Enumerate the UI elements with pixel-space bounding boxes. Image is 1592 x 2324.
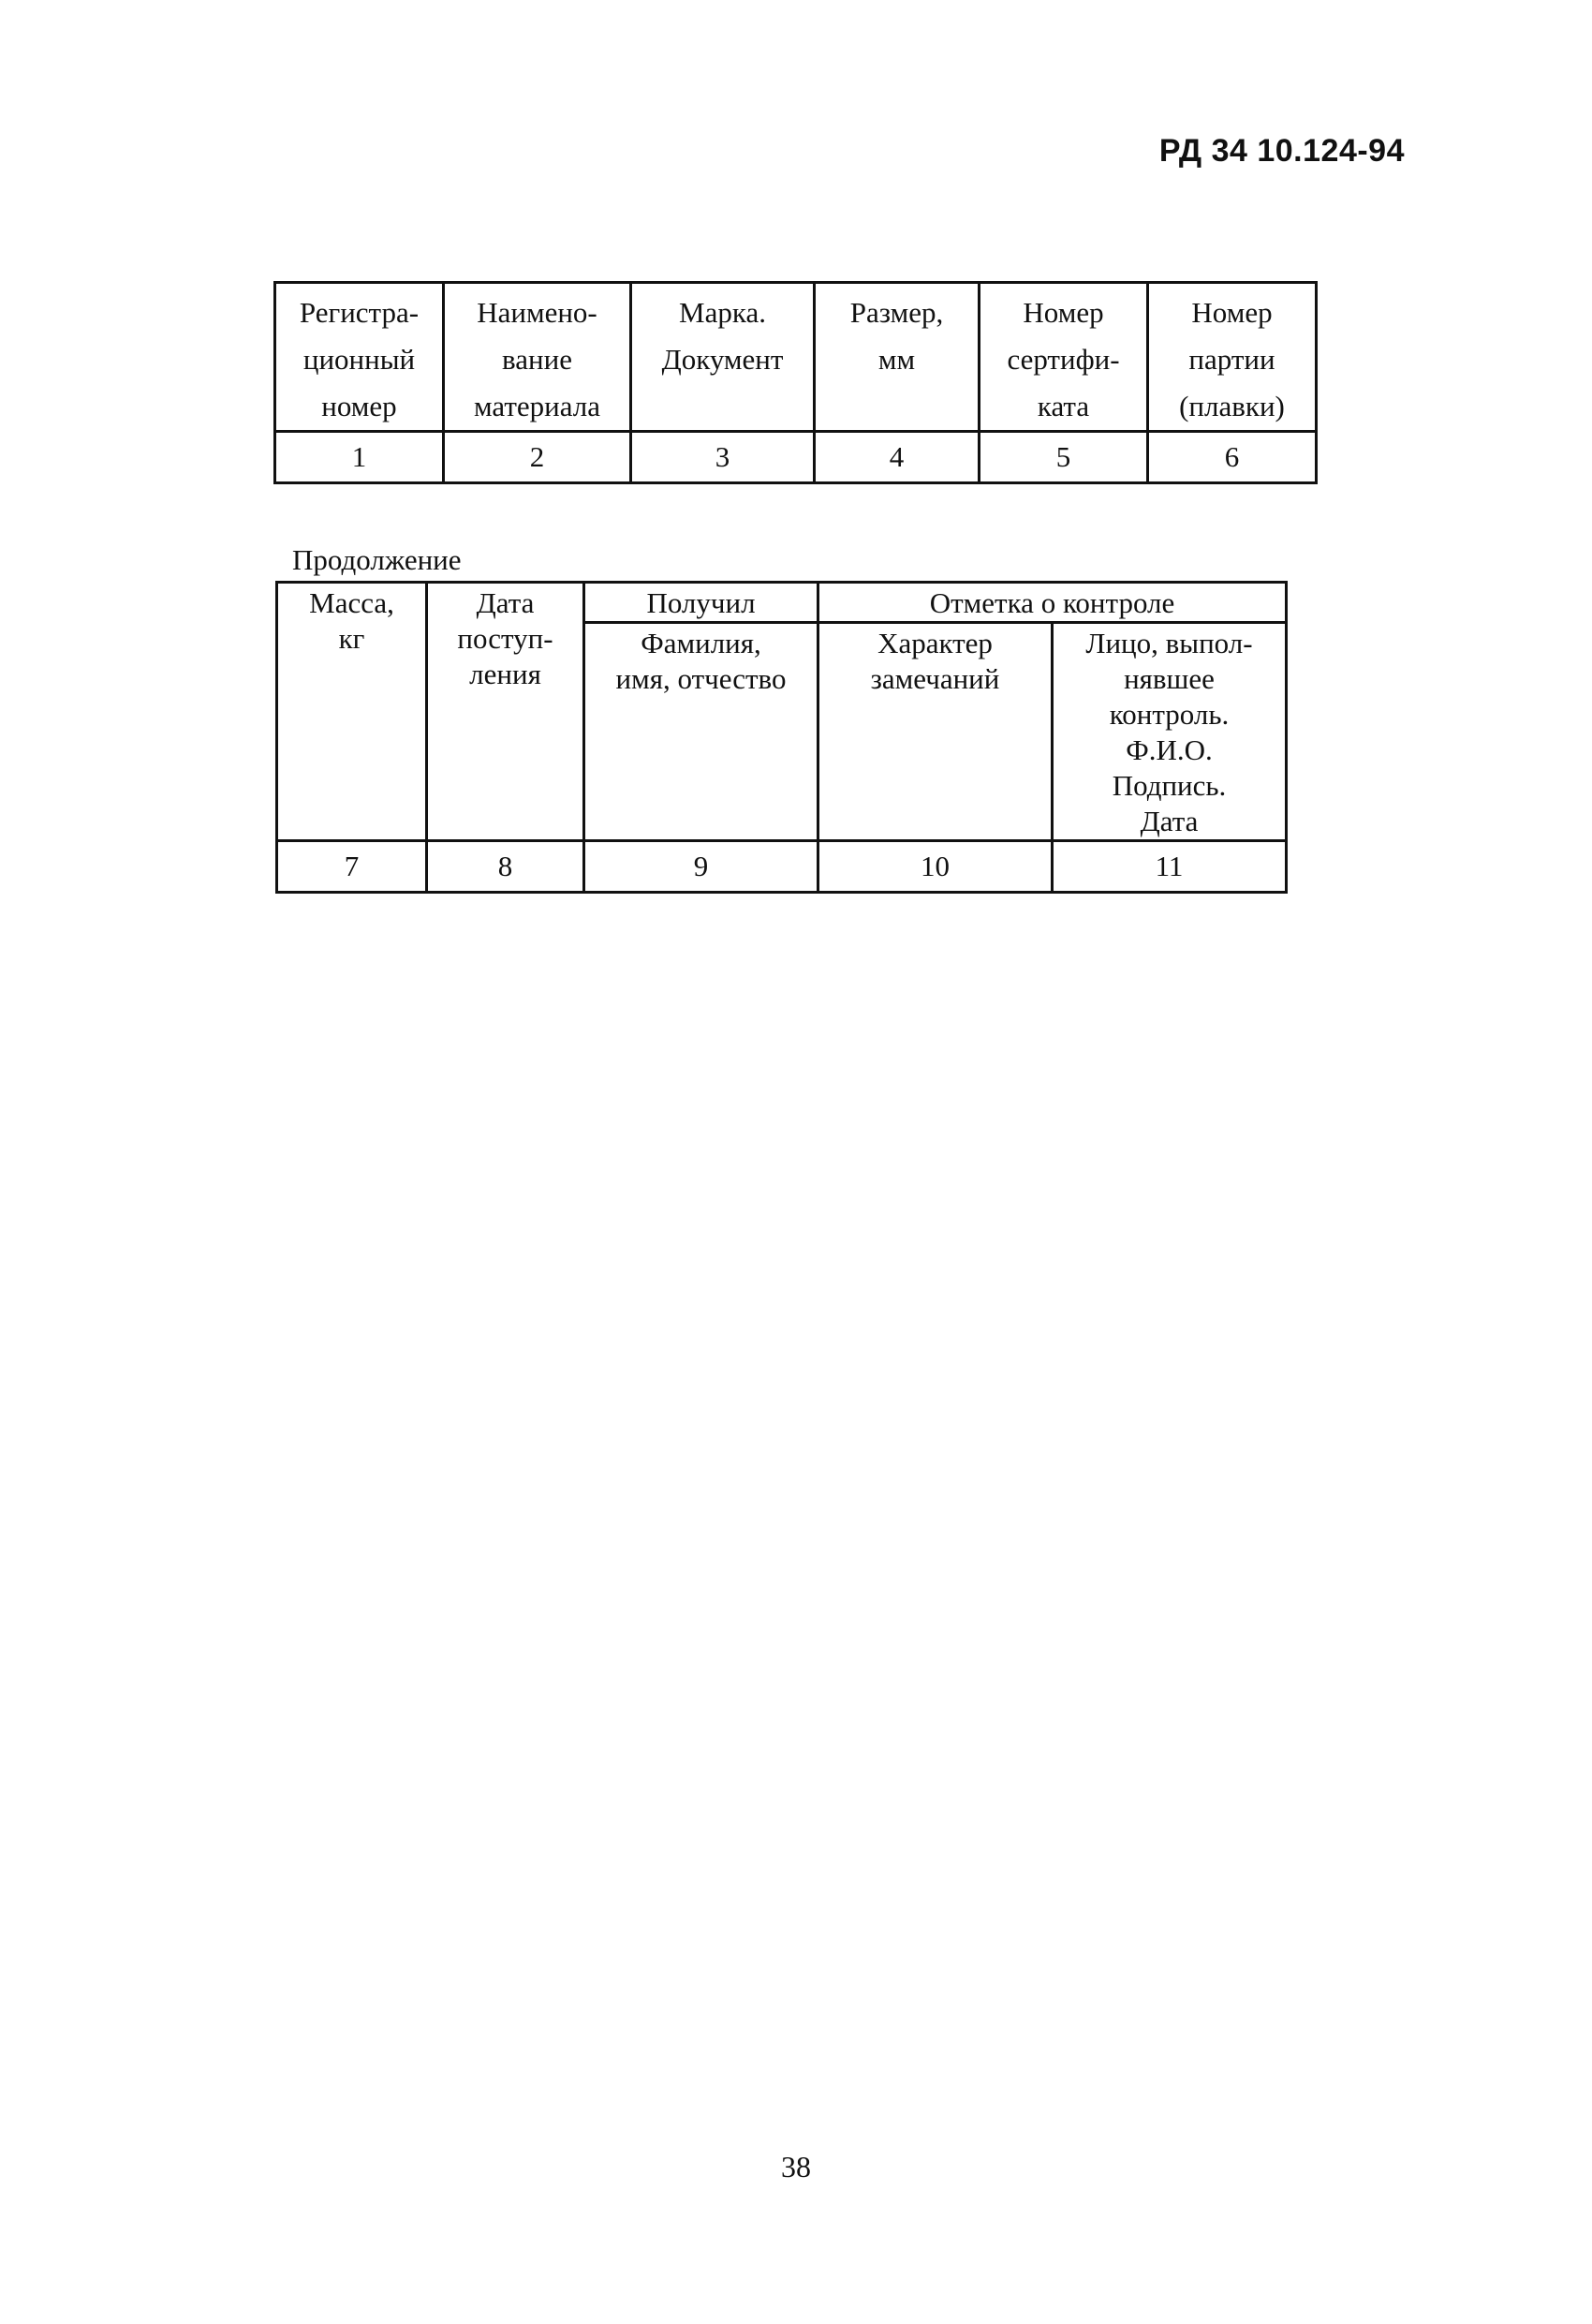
- control-table: [275, 581, 1288, 894]
- header-grade-document: Марка. Документ: [631, 283, 815, 432]
- header-size: Размер, мм: [815, 283, 980, 432]
- header-certificate-number: Номер сертифи- ката: [980, 283, 1148, 432]
- column-number: 1: [275, 432, 444, 483]
- header-batch-number: Номер партии (плавки): [1148, 283, 1317, 432]
- header-arrival-date: Дата поступ- ления: [427, 583, 584, 841]
- column-number: 5: [980, 432, 1148, 483]
- document-code: РД 34 10.124-94: [1158, 133, 1405, 169]
- column-number: 3: [631, 432, 815, 483]
- table-number-row: [275, 432, 1317, 483]
- header-material-name: Наимено- вание материала: [444, 283, 631, 432]
- column-number: 8: [427, 841, 584, 893]
- materials-table: [273, 281, 1318, 484]
- column-number: 6: [1148, 432, 1317, 483]
- header-mass: Масса, кг: [277, 583, 427, 841]
- header-reg-number: Регистра- ционный номер: [275, 283, 444, 432]
- header-controller: Лицо, выпол- нявшее контроль. Ф.И.О. Подпись. Дата: [1053, 623, 1287, 841]
- column-number: 10: [818, 841, 1053, 893]
- column-number: 7: [277, 841, 427, 893]
- column-number: 9: [584, 841, 818, 893]
- column-number: 4: [815, 432, 980, 483]
- header-remarks: Характер замечаний: [818, 623, 1053, 841]
- header-full-name: Фамилия, имя, отчество: [584, 623, 818, 841]
- table-header-row: [275, 283, 1317, 432]
- header-control-mark: Отметка о контроле: [818, 583, 1287, 623]
- continuation-label: Продолжение: [292, 543, 462, 576]
- table-number-row: [277, 841, 1287, 893]
- column-number: 11: [1053, 841, 1287, 893]
- column-number: 2: [444, 432, 631, 483]
- page-number: 38: [781, 2150, 811, 2183]
- header-received: Получил: [584, 583, 818, 623]
- table-group-row: [277, 583, 1287, 623]
